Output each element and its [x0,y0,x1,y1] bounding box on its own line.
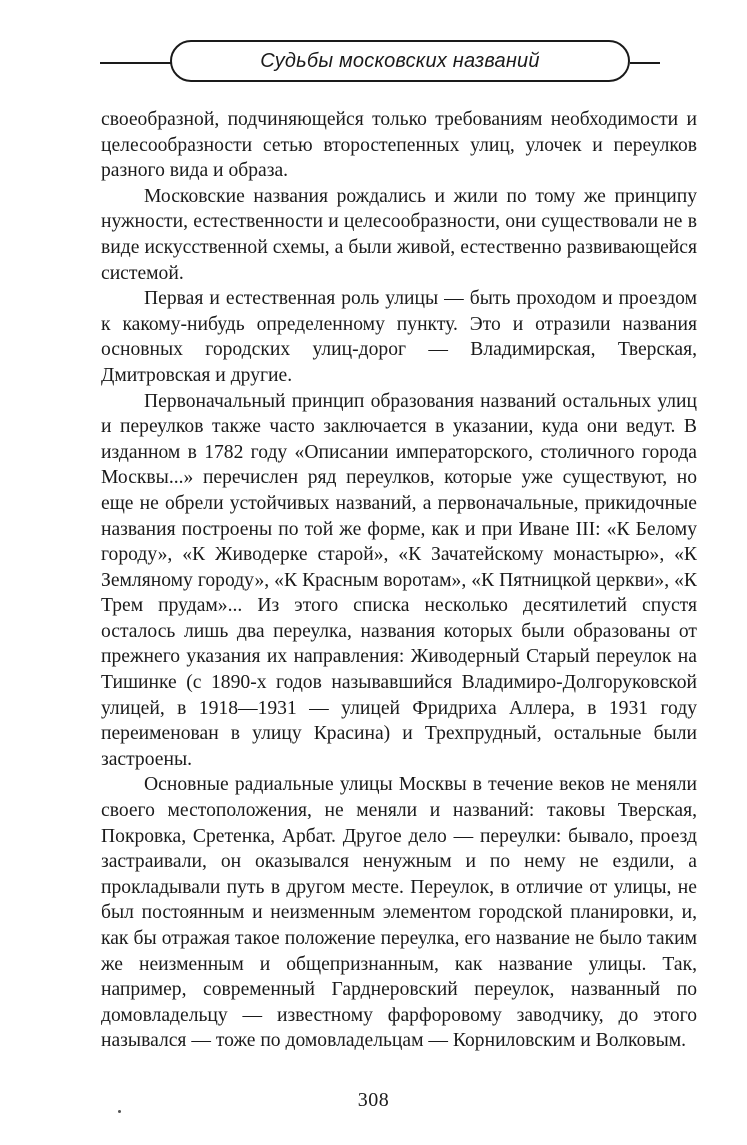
header-title-frame [170,40,630,82]
paragraph-4: Первоначальный принцип образования названий остальных улиц и переулков также часто заключается в указании, куда они ведут. В изданном в 1782 году «Описании императорского, столичного города Москвы...» перечислен ряд переулков, которые уже существуют, но еще не обрели устойчивых названий, а первоначальные, прикидочные названия построены по той же форме, как и при Иване III: «К Белому городу», «К Живодерке старой», «К Зачатейскому монастырю», «К Земляному городу», «К Красным воротам», «К Пятницкой церкви», «К Трем прудам»... Из этого списка несколько десятилетий спустя осталось лишь два переулка, названия которых были образованы от прежнего указания их направления: Живодерный Старый переулок на Тишинке (с 1890-х годов называвшийся Владимиро-Долгоруковской улицей, в 1918—1931 — улицей Фридриха Аллера, в 1931 году переименован в улицу Красина) и Трехпрудный, остальные были застроены. [101,390,697,770]
running-header [100,38,660,88]
paragraph-1: своеобразной, подчиняющейся только требованиям необходимости и целесообразности сетью второстепенных улиц, улочек и переулков разного вида и образа. [101,109,697,182]
body-text [101,107,697,1054]
header-rule-right [630,62,660,64]
paragraph-3: Первая и естественная роль улицы — быть проходом и проездом к какому-нибудь определенному пункту. Это и отразили названия основных городских улиц-дорог — Владимирская, Тверская, Дмитровская и другие. [101,288,697,386]
header-rule-left [100,62,172,64]
page-number: 308 [357,1089,390,1111]
paragraph-2: Московские названия рождались и жили по тому же принципу нужности, естественности и целесообразности, они существовали не в виде искусственной схемы, а были живой, естественно развивающейся системой. [101,185,697,284]
running-header-title: Судьбы московских названий [260,49,540,72]
paragraph-5: Основные радиальные улицы Москвы в течение веков не меняли своего местоположения, не меняли и названий: таковы Тверская, Покровка, Сретенка, Арбат. Другое дело — переулки: бывало, проезд застраивали, он оказывался ненужным и по нему не ездили, а прокладывали путь в другом месте. Переулок, в отличие от улицы, не был постоянным и неизменным элементом городской планировки, и, как бы отражая такое положение переулка, его название не было таким же неизменным и общепризнанным, как название улицы. Так, например, современный Гарднеровский переулок, названный по домовладельцу — известному фарфоровому заводчику, до этого назывался — тоже по домовладельцам — Корниловским и Волковым. [101,774,697,1052]
